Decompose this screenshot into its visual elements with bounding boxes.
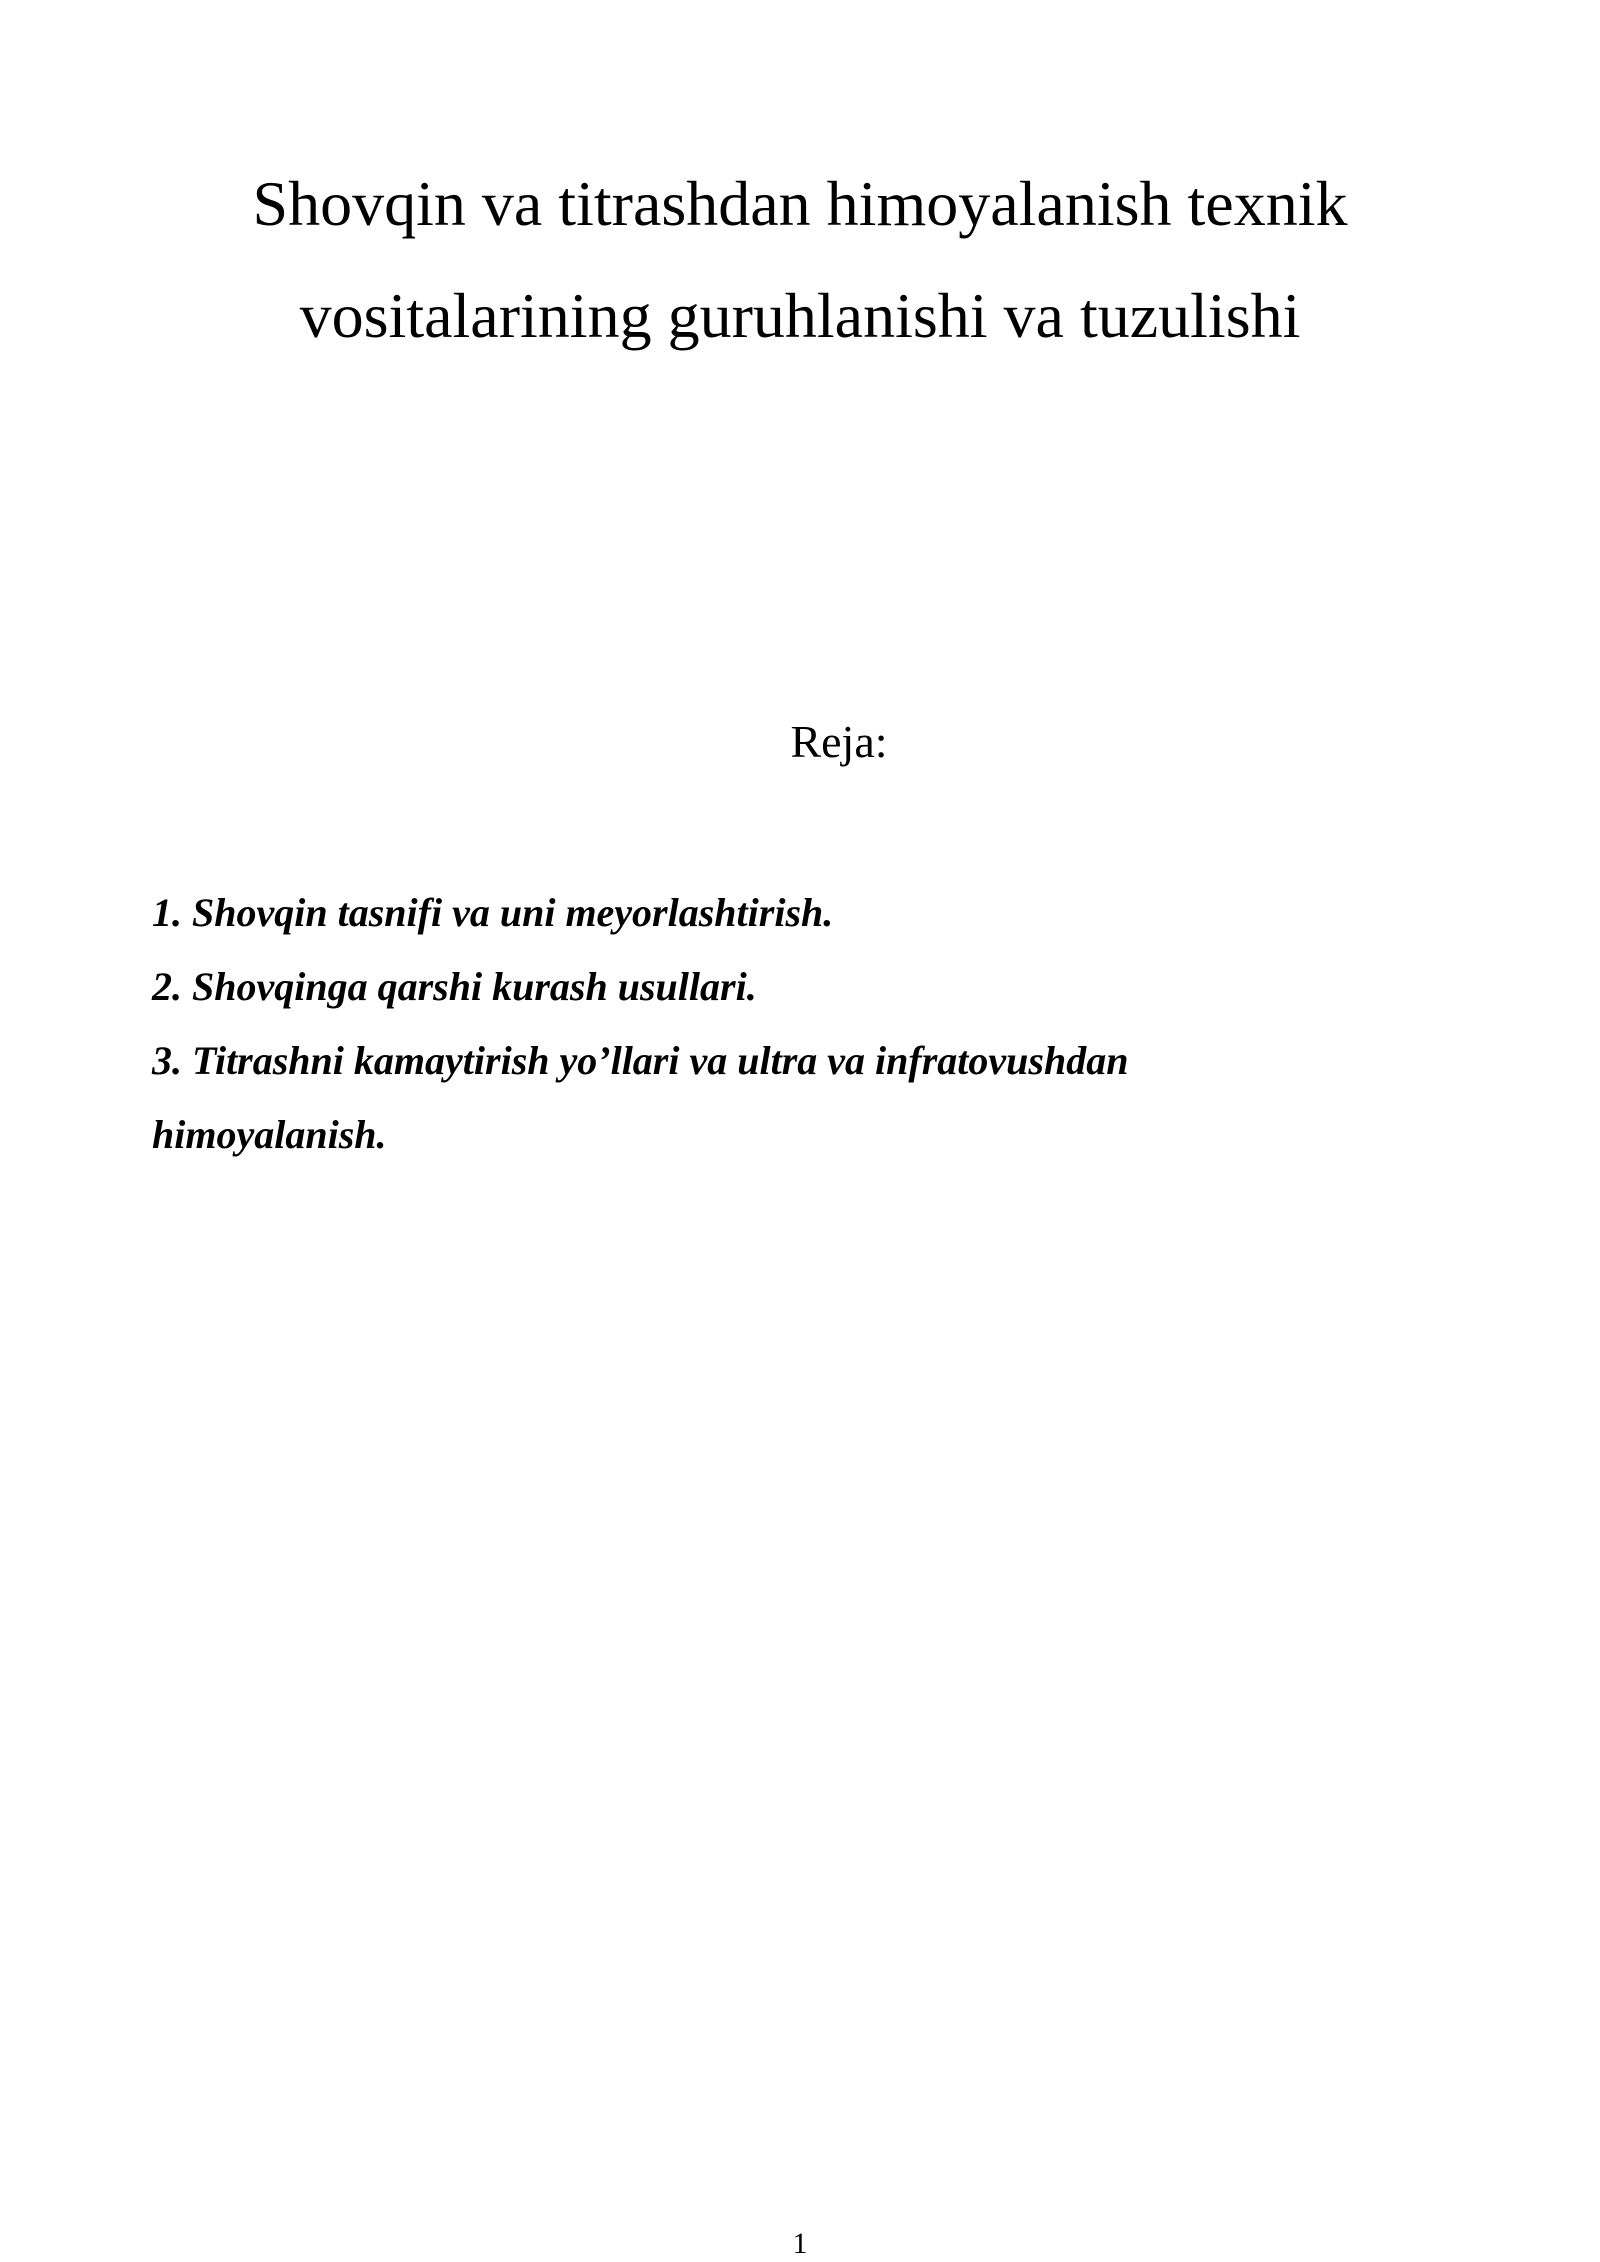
- plan-item-2: 2. Shovqinga qarshi kurash usullari.: [152, 964, 757, 1009]
- page-title: [150, 148, 1450, 372]
- plan-heading: Reja:: [790, 716, 888, 767]
- plan-item-1: 1. Shovqin tasnifi va uni meyorlashtirish.: [152, 890, 834, 935]
- title-line-2: vositalarining guruhlanishi va tuzulishi: [299, 280, 1301, 351]
- page-number: 1: [792, 2227, 808, 2260]
- title-line-1: Shovqin va titrashdan himoyalanish texnik: [252, 168, 1348, 239]
- plan-item-3-continuation: himoyalanish.: [152, 1112, 387, 1157]
- plan-item-3: 3. Titrashni kamaytirish yo’llari va ultra va infratovushdan: [152, 1038, 1129, 1083]
- plan-list: [152, 876, 1452, 1172]
